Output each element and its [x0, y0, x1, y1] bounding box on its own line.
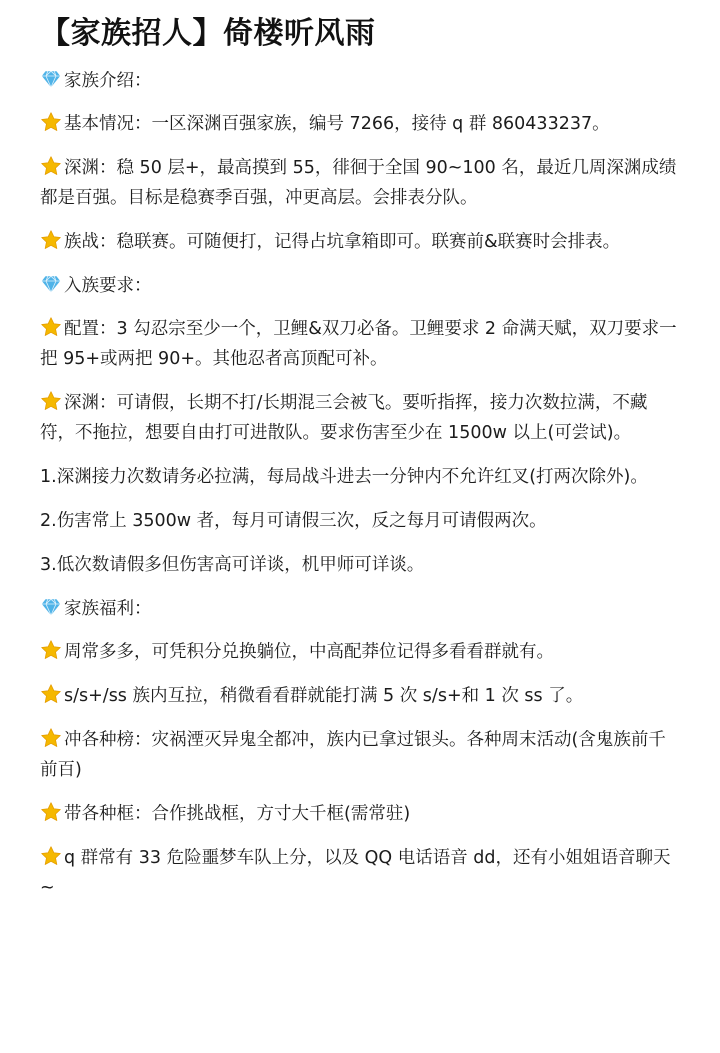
- line-text: 带各种框：合作挑战框，方寸大千框(需常驻): [64, 804, 411, 824]
- line-text: 配置：3 勾忍宗至少一个，卫鲤&双刀必备。卫鲤要求 2 命满天赋，双刀要求一把 95+或两把 90+。其他忍者高顶配可补。: [40, 319, 677, 369]
- content-line: [40, 637, 682, 667]
- post-content: [40, 66, 682, 917]
- content-line: [40, 227, 682, 257]
- line-text: 3.低次数请假多但伤害高可详谈，机甲师可详谈。: [40, 555, 425, 575]
- line-text: 家族福利：: [64, 599, 152, 619]
- content-line: [40, 462, 682, 492]
- star-icon: [40, 683, 62, 705]
- line-text: q 群常有 33 危险噩梦车队上分，以及 QQ 电话语音 dd，还有小姐姐语音聊天~: [40, 848, 671, 898]
- content-line: [40, 506, 682, 536]
- line-text: 周常多多，可凭积分兑换躺位，中高配莽位记得多看看群就有。: [64, 642, 554, 662]
- star-icon: [40, 155, 62, 177]
- content-line: [40, 550, 682, 580]
- section-heading: [40, 271, 682, 301]
- star-icon: [40, 316, 62, 338]
- content-line: [40, 681, 682, 711]
- content-line: [40, 153, 682, 213]
- content-line: [40, 843, 682, 903]
- content-line: [40, 314, 682, 374]
- line-text: 入族要求：: [64, 276, 152, 296]
- star-icon: [40, 229, 62, 251]
- star-icon: [40, 727, 62, 749]
- line-text: 2.伤害常上 3500w 者，每月可请假三次，反之每月可请假两次。: [40, 511, 547, 531]
- gem-icon: [40, 273, 62, 295]
- line-text: s/s+/ss 族内互拉，稍微看看群就能打满 5 次 s/s+和 1 次 ss 了。: [64, 686, 584, 706]
- gem-icon: [40, 596, 62, 618]
- line-text: 深渊：可请假，长期不打/长期混三会被飞。要听指挥，接力次数拉满，不藏符，不拖拉，想要自由打可进散队。要求伤害至少在 1500w 以上(可尝试)。: [40, 393, 648, 443]
- content-line: [40, 388, 682, 448]
- page-title: 【家族招人】倚楼听风雨: [40, 16, 376, 51]
- section-heading: [40, 594, 682, 624]
- line-text: 冲各种榜：灾祸湮灭异鬼全都冲，族内已拿过银头。各种周末活动(含鬼族前千前百): [40, 730, 666, 780]
- section-heading: [40, 66, 682, 96]
- star-icon: [40, 111, 62, 133]
- line-text: 族战：稳联赛。可随便打，记得占坑拿箱即可。联赛前&联赛时会排表。: [64, 232, 621, 252]
- star-icon: [40, 845, 62, 867]
- content-line: [40, 109, 682, 139]
- content-line: [40, 799, 682, 829]
- line-text: 家族介绍：: [64, 71, 152, 91]
- content-line: [40, 725, 682, 785]
- star-icon: [40, 639, 62, 661]
- line-text: 1.深渊接力次数请务必拉满，每局战斗进去一分钟内不允许红叉(打两次除外)。: [40, 467, 648, 487]
- line-text: 深渊：稳 50 层+，最高摸到 55，徘徊于全国 90~100 名，最近几周深渊成绩都是百强。目标是稳赛季百强，冲更高层。会排表分队。: [40, 158, 677, 208]
- gem-icon: [40, 68, 62, 90]
- star-icon: [40, 390, 62, 412]
- line-text: 基本情况：一区深渊百强家族，编号 7266，接待 q 群 860433237。: [64, 114, 610, 134]
- star-icon: [40, 801, 62, 823]
